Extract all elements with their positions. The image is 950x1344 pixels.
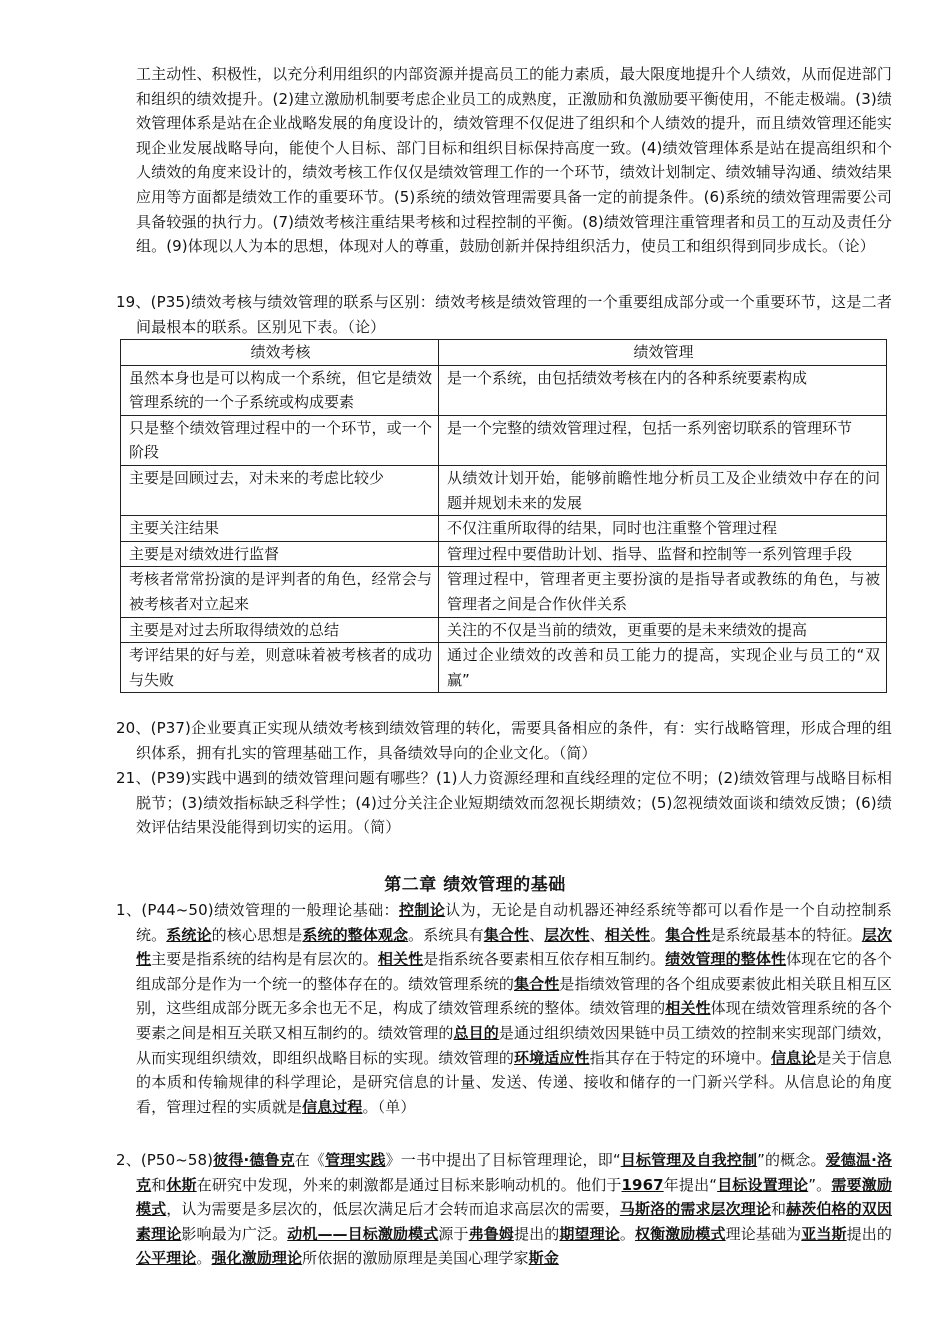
text-run: 年提出“	[663, 1175, 718, 1194]
keyword-term: 集合性	[665, 925, 711, 944]
table-cell: 虽然本身也是可以构成一个系统，但它是绩效管理系统的一个子系统或构成要素	[121, 365, 439, 415]
table-row	[121, 365, 887, 415]
text-run: 体现在绩效管理系统的各个要素之间是相互关联又相互制约的。绩效管理的	[136, 999, 892, 1042]
keyword-term: 管理实践	[325, 1151, 386, 1169]
keyword-term: 权衡激励模式	[634, 1224, 726, 1243]
keyword-term: 马斯洛的需求层次理论	[619, 1200, 772, 1219]
keyword-term: 亚当斯	[801, 1224, 847, 1243]
text-run: ”。	[808, 1175, 832, 1194]
text-run: 》一书中提出了目标管理理论，即“	[385, 1151, 621, 1169]
keyword-term: 彼得·德鲁克	[213, 1151, 295, 1169]
item-21: 21、(P39)实践中遇到的绩效管理问题有哪些？(1)人力资源经理和直线经理的定位不明；(2)绩效管理与战略目标相脱节；(3)绩效指标缺乏科学性；(4)过分关注企业短期绩效而忽视长期绩效；(5)忽视绩效面谈和绩效反馈；(6)绩效评估结果没能得到切实的运用。（简）	[116, 769, 892, 837]
table-row	[121, 617, 887, 643]
text-run: 是指绩效管理的各个组成要素彼此相关联且相互区别，这些组成部分既无多余也无不足，构成了绩效管理系统的整体。绩效管理的	[136, 974, 892, 1018]
table-cell: 从绩效计划开始，能够前瞻性地分析员工及企业绩效中存在的问题并规划未来的发展	[439, 465, 887, 515]
chapter-title: 第二章 绩效管理的基础	[384, 875, 566, 895]
keyword-term: 绩效管理的整体性	[665, 950, 787, 969]
table-cell: 主要是回顾过去，对未来的考虑比较少	[121, 465, 439, 515]
keyword-term: 目标设置理论	[717, 1175, 809, 1194]
text-run: 是系统最基本的特征。	[710, 925, 862, 944]
text-run: 。	[650, 925, 666, 944]
text-run: 2、(P50~58)	[116, 1151, 214, 1169]
keyword-term: 1967	[621, 1175, 664, 1194]
text-run: 认为，无论是自动机器还神经系统等都可以看作是一个自动控制系统。	[136, 901, 892, 944]
table-cell: 是一个系统，由包括绩效考核在内的各种系统要素构成	[439, 365, 887, 415]
table-cell: 考评结果的好与差，则意味着被考核者的成功与失败	[121, 643, 439, 693]
text-run: 的核心思想是	[211, 925, 303, 944]
table-cell: 是一个完整的绩效管理过程，包括一系列密切联系的管理环节	[439, 415, 887, 465]
keyword-term: 相关性	[604, 925, 651, 944]
table-cell: 管理过程中，管理者更主要扮演的是指导者或教练的角色，与被管理者之间是合作伙伴关系	[439, 567, 887, 617]
keyword-term: 需要激励模式	[136, 1175, 892, 1219]
keyword-term: 系统的整体观念	[302, 925, 409, 944]
text-run: 。	[196, 1249, 212, 1268]
text-run: 是指系统各要素相互依存相互制约。	[423, 950, 666, 969]
keyword-term: 信息过程	[302, 1097, 363, 1116]
keyword-term: 总目的	[453, 1023, 499, 1042]
keyword-term: 系统论	[166, 925, 212, 944]
chapter2-item-2	[116, 1148, 892, 1271]
text-run: 。（单）	[362, 1097, 416, 1116]
keyword-term: 公平理论	[136, 1249, 197, 1268]
text-run: 源于	[438, 1224, 469, 1243]
keyword-term: 层次性	[136, 925, 892, 969]
text-run: 是关于信息的本质和传输规律的科学理论，是研究信息的计量、发送、传递、接收和储存的一门新兴学科。从信息论的角度看，管理过程的实质就是	[136, 1048, 892, 1116]
text-run: 提出的	[513, 1224, 560, 1243]
text-run: 提出的	[846, 1224, 892, 1243]
keyword-term: 控制论	[398, 901, 446, 919]
text-run: 所依据的激励原理是美国心理学家	[302, 1249, 529, 1268]
keyword-term: 目标管理及自我控制	[620, 1151, 758, 1169]
comparison-table	[120, 339, 887, 693]
text-run: 主要是指系统的结构是有层次的。	[151, 950, 378, 969]
text-run: 。	[619, 1224, 635, 1243]
item-20: 20、(P37)企业要真正实现从绩效考核到绩效管理的转化，需要具备相应的条件，有：实行战略管理，形成合理的组织体系，拥有扎实的管理基础工作，具备绩效导向的企业文化。（简）	[116, 719, 892, 762]
table-row	[121, 516, 887, 542]
table-row	[121, 541, 887, 567]
keyword-term: 信息论	[771, 1048, 817, 1067]
keyword-term: 斯金	[528, 1249, 559, 1268]
text-run: ”的概念。	[757, 1151, 826, 1169]
top-paragraph: 工主动性、积极性，以充分利用组织的内部资源并提高员工的能力素质，最大限度地提升个人绩效，从而促进部门和组织的绩效提升。(2)建立激励机制要考虑企业员工的成熟度，正激励和负激励要平衡使用，不能走极端。(3)绩效管理体系是站在企业战略发展的角度设计的，绩效管理不仅促进了组织和个人绩效的提升，而且绩效管理还能实现企业发展战略导向，能使个人目标、部门目标和组织目标保持高度一致。(4)绩效管理体系是站在提高组织和个人绩效的角度来设计的，绩效考核工作仅仅是绩效管理工作的一个环节，绩效计划制定、绩效辅导沟通、绩效结果应用等方面都是绩效工作的重要环节。(5)系统的绩效管理需要具备一定的前提条件。(6)系统的绩效管理需要公司具备较强的执行力。(7)绩效考核注重结果考核和过程控制的平衡。(8)绩效管理注重管理者和员工的互动及责任分组。(9)体现以人为本的思想，体现对人的尊重，鼓励创新并保持组织活力，使员工和组织得到同步成长。（论）	[136, 65, 892, 256]
table-row	[121, 465, 887, 515]
text-run: 指其存在于特定的环境中。	[589, 1048, 772, 1067]
keyword-term: 强化激励理论	[211, 1249, 303, 1268]
keyword-term: 集合性	[483, 925, 530, 944]
keyword-term: 爱德温·洛克	[136, 1151, 893, 1194]
table-header-cell: 绩效考核	[121, 340, 439, 366]
text-run: 在《	[294, 1151, 326, 1169]
keyword-term: 环境适应性	[513, 1048, 590, 1067]
text-run: 1、(P44~50)绩效管理的一般理论基础：	[116, 901, 399, 919]
text-run: 是通过组织绩效因果链中员工绩效的控制来实现部门绩效，从而实现组织绩效，即组织战略目标的实现。绩效管理的	[136, 1023, 893, 1067]
keyword-term: 相关性	[665, 999, 711, 1018]
keyword-term: 赫茨伯格的双因素理论	[136, 1200, 892, 1243]
table-row	[121, 415, 887, 465]
table-cell: 主要是对绩效进行监督	[121, 541, 439, 567]
keyword-term: 层次性	[544, 925, 590, 944]
table-row	[121, 567, 887, 617]
text-run: 、	[589, 925, 605, 944]
text-run: 影响最为广泛。	[181, 1224, 288, 1243]
keyword-term: 休斯	[166, 1175, 197, 1194]
keyword-term: 相关性	[377, 950, 424, 969]
text-run: 在研究中发现，外来的刺激都是通过目标来影响动机的。他们于	[196, 1175, 622, 1194]
text-run: 体现在它的各个组成部分是作为一个统一的整体存在的。绩效管理系统的	[136, 950, 892, 993]
table-row	[121, 643, 887, 693]
text-run: 和	[771, 1200, 787, 1219]
keyword-term: 动机——目标激励模式	[287, 1224, 439, 1243]
table-header-row	[121, 340, 887, 366]
text-run: ，认为需要是多层次的，低层次满足后才会转而追求高层次的需要，	[166, 1200, 620, 1219]
text-run: 、	[529, 925, 545, 944]
keyword-term: 弗鲁姆	[468, 1224, 514, 1243]
keyword-term: 集合性	[514, 974, 560, 993]
item-19: 19、(P35)绩效考核与绩效管理的联系与区别：绩效考核是绩效管理的一个重要组成部分或一个重要环节，这是二者间最根本的联系。区别见下表。（论）	[116, 293, 892, 336]
text-run: 理论基础为	[725, 1224, 802, 1243]
text-run: 和	[151, 1175, 167, 1194]
text-run: 。系统具有	[408, 925, 484, 944]
table-cell: 通过企业绩效的改善和员工能力的提高，实现企业与员工的“双赢”	[439, 643, 887, 693]
table-cell: 考核者常常扮演的是评判者的角色，经常会与被考核者对立起来	[121, 567, 439, 617]
table-cell: 管理过程中要借助计划、指导、监督和控制等一系列管理手段	[439, 541, 887, 567]
table-cell: 主要是对过去所取得绩效的总结	[121, 617, 439, 643]
chapter2-item-1	[116, 898, 892, 1119]
keyword-term: 期望理论	[559, 1224, 620, 1243]
table-cell: 关注的不仅是当前的绩效，更重要的是未来绩效的提高	[439, 617, 887, 643]
table-cell: 主要关注结果	[121, 516, 439, 542]
table-cell: 不仅注重所取得的结果，同时也注重整个管理过程	[439, 516, 887, 542]
table-cell: 只是整个绩效管理过程中的一个环节，或一个阶段	[121, 415, 439, 465]
table-header-cell: 绩效管理	[439, 340, 887, 366]
